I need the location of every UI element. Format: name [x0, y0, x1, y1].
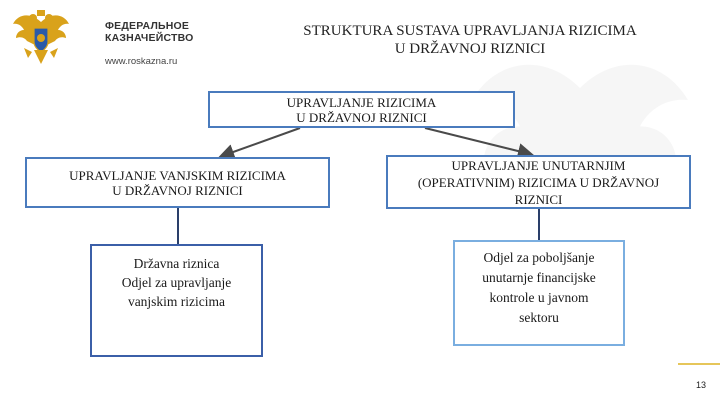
internal-control-department-box	[453, 240, 625, 346]
internal-risk-box	[386, 155, 691, 209]
page-number: 13	[695, 380, 706, 390]
brand-name: ФЕДЕРАЛЬНОЕ КАЗНАЧЕЙСТВО	[105, 20, 194, 44]
arrow-top-to-left	[222, 128, 300, 156]
arrow-top-to-right	[425, 128, 530, 154]
internal-control-department-label: Odjel za poboljšanje unutarnje financijske kontrole u javnom sektoru	[482, 250, 596, 325]
footer-divider	[678, 363, 720, 365]
external-risk-box	[25, 157, 330, 208]
external-risk-department-label: Državna riznica Odjel za upravljanje vanjskim rizicima	[121, 256, 232, 309]
external-risk-department-box	[90, 244, 263, 357]
external-risk-label: UPRAVLJANJE VANJSKIM RIZICIMA U DRŽAVNOJ RIZNICI	[69, 167, 286, 198]
internal-risk-label: UPRAVLJANJE UNUTARNJIM (OPERATIVNIM) RIZICIMA U DRŽAVNOJ RIZNICI	[417, 157, 660, 207]
risk-management-box	[208, 91, 515, 128]
slide-title-text: STRUKTURA SUSTAVA UPRAVLJANJA RIZICIMA U DRŽAVNOJ RIZNICI	[303, 23, 637, 57]
risk-management-label: UPRAVLJANJE RIZICIMA U DRŽAVNOJ RIZNICI	[286, 94, 437, 125]
brand-url: www.roskazna.ru	[105, 56, 178, 67]
